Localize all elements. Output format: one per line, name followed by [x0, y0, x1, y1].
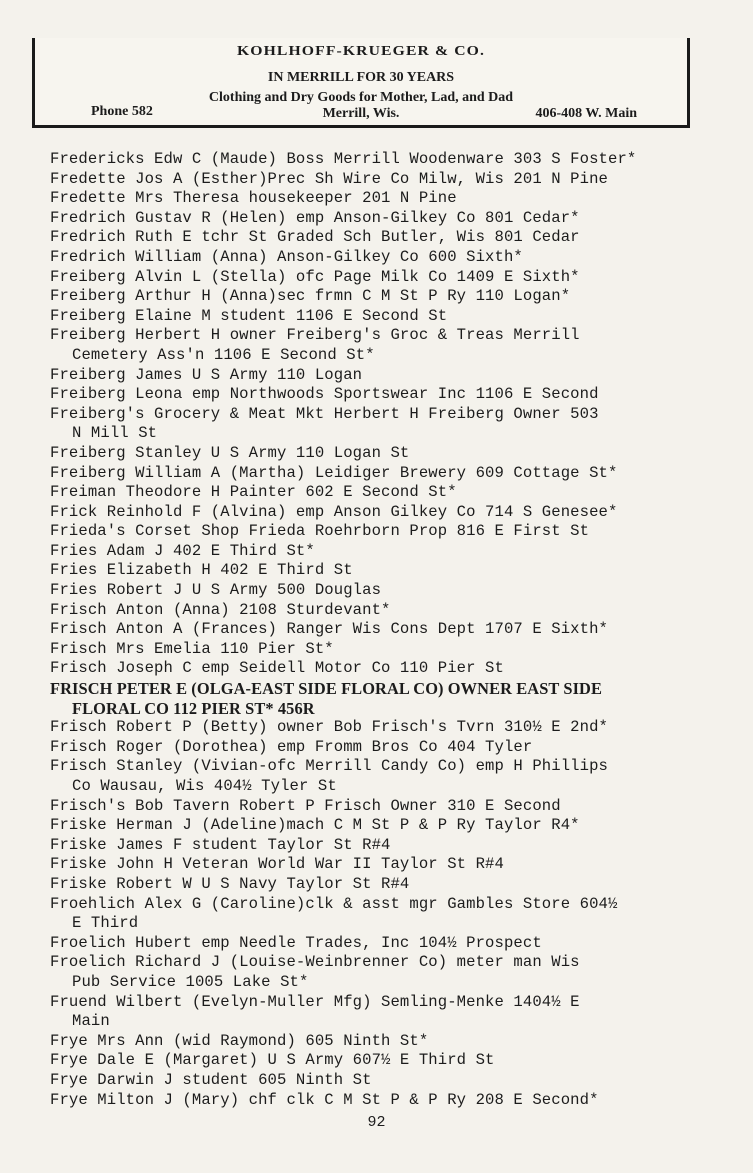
directory-entry-continuation: Cemetery Ass'n 1106 E Second St*: [72, 345, 375, 364]
advertiser-city: Merrill, Wis.: [322, 106, 400, 121]
directory-entry: Freiberg James U S Army 110 Logan: [50, 365, 363, 384]
directory-listings: [50, 150, 750, 1110]
directory-entry: Frye Darwin J student 605 Ninth St: [50, 1070, 372, 1089]
directory-entry: Frisch Robert P (Betty) owner Bob Frisch's Tvrn 310½ E 2nd*: [50, 718, 609, 737]
advertiser-goods: Clothing and Dry Goods for Mother, Lad, and Dad: [208, 90, 514, 105]
directory-entry-continuation: N Mill St: [72, 424, 158, 443]
directory-entry: Frieda's Corset Shop Frieda Roehrborn Prop 816 E First St: [50, 522, 590, 541]
directory-entry: Froelich Richard J (Louise-Weinbrenner Co) meter man Wis: [50, 953, 580, 972]
directory-entry: Frisch Stanley (Vivian-ofc Merrill Candy Co) emp H Phillips: [50, 757, 609, 776]
directory-entry-continuation: Co Wausau, Wis 404½ Tyler St: [72, 777, 337, 795]
directory-entry: Fries Elizabeth H 402 E Third St: [50, 561, 353, 580]
directory-entry: Fries Robert J U S Army 500 Douglas: [50, 581, 382, 600]
directory-entry: Freiberg William A (Martha) Leidiger Brewery 609 Cottage St*: [50, 463, 618, 482]
directory-entry: Fredette Jos A (Esther)Prec Sh Wire Co Milw, Wis 201 N Pine: [50, 169, 609, 188]
directory-entry: Friske James F student Taylor St R#4: [50, 835, 391, 854]
directory-entry: Fredrich William (Anna) Anson-Gilkey Co 600 Sixth*: [50, 247, 523, 266]
advertiser-tagline: IN MERRILL FOR 30 YEARS: [267, 70, 455, 85]
directory-entry: Friske Robert W U S Navy Taylor St R#4: [50, 874, 410, 893]
directory-entry: Frisch Joseph C emp Seidell Motor Co 110 Pier St: [50, 659, 504, 678]
directory-entry: Frisch Roger (Dorothea) emp Fromm Bros Co 404 Tyler: [50, 737, 533, 756]
directory-entry: Freiman Theodore H Painter 602 E Second St*: [50, 483, 457, 502]
directory-entry: Fredrich Gustav R (Helen) emp Anson-Gilkey Co 801 Cedar*: [50, 208, 580, 227]
directory-entry: Froelich Hubert emp Needle Trades, Inc 104½ Prospect: [50, 933, 542, 952]
directory-entry: Fredrich Ruth E tchr St Graded Sch Butler, Wis 801 Cedar: [50, 228, 580, 247]
directory-entry: Friske Herman J (Adeline)mach C M St P & P Ry Taylor R4*: [50, 816, 580, 835]
directory-entry: Freiberg Arthur H (Anna)sec frmn C M St P Ry 110 Logan*: [50, 287, 571, 306]
directory-entry: Fredette Mrs Theresa housekeeper 201 N Pine: [50, 189, 457, 208]
advertiser-name: KOHLHOFF-KRUEGER & CO.: [236, 44, 486, 59]
directory-entry: FRISCH PETER E (OLGA-EAST SIDE FLORAL CO) OWNER EAST SIDE: [50, 679, 603, 699]
directory-entry: Fredericks Edw C (Maude) Boss Merrill Woodenware 303 S Foster*: [50, 150, 637, 168]
directory-entry: Freiberg Herbert H owner Freiberg's Groc & Treas Merrill: [50, 326, 580, 345]
directory-entry: Frisch's Bob Tavern Robert P Frisch Owner 310 E Second: [50, 796, 561, 815]
directory-entry-continuation: FLORAL CO 112 PIER ST* 456R: [72, 698, 315, 718]
directory-entry: Fries Adam J 402 E Third St*: [50, 541, 315, 560]
directory-entry: Frye Dale E (Margaret) U S Army 607½ E Third St: [50, 1051, 495, 1070]
directory-entry: Froehlich Alex G (Caroline)clk & asst mgr Gambles Store 604½: [50, 894, 618, 913]
directory-entry: Frye Mrs Ann (wid Raymond) 605 Ninth St*: [50, 1031, 429, 1050]
directory-entry: Freiberg Elaine M student 1106 E Second St: [50, 306, 448, 325]
directory-entry: Frisch Anton A (Frances) Ranger Wis Cons Dept 1707 E Sixth*: [50, 620, 609, 639]
directory-entry: Freiberg's Grocery & Meat Mkt Herbert H Freiberg Owner 503: [50, 404, 599, 423]
directory-entry: Freiberg Alvin L (Stella) ofc Page Milk Co 1409 E Sixth*: [50, 267, 580, 286]
directory-entry-continuation: Pub Service 1005 Lake St*: [72, 972, 309, 991]
page-number: 92: [367, 1114, 386, 1131]
advertiser-address: 406-408 W. Main: [535, 106, 637, 121]
directory-entry: Friske John H Veteran World War II Taylor St R#4: [50, 855, 504, 874]
directory-entry-continuation: Main: [72, 1012, 110, 1031]
directory-entry: Freiberg Leona emp Northwoods Sportswear Inc 1106 E Second: [50, 385, 599, 404]
advertiser-phone: Phone 582: [91, 104, 153, 119]
directory-entry: Frisch Anton (Anna) 2108 Sturdevant*: [50, 600, 391, 619]
directory-entry: Frye Milton J (Mary) chf clk C M St P & P Ry 208 E Second*: [50, 1090, 599, 1109]
directory-entry: Freiberg Stanley U S Army 110 Logan St: [50, 443, 410, 462]
directory-entry: Fruend Wilbert (Evelyn-Muller Mfg) Semling-Menke 1404½ E: [50, 992, 580, 1011]
advertisement-banner: [32, 38, 690, 128]
directory-entry: Frick Reinhold F (Alvina) emp Anson Gilkey Co 714 S Genesee*: [50, 502, 618, 521]
directory-entry: Frisch Mrs Emelia 110 Pier St*: [50, 639, 334, 658]
directory-entry-continuation: E Third: [72, 914, 139, 933]
